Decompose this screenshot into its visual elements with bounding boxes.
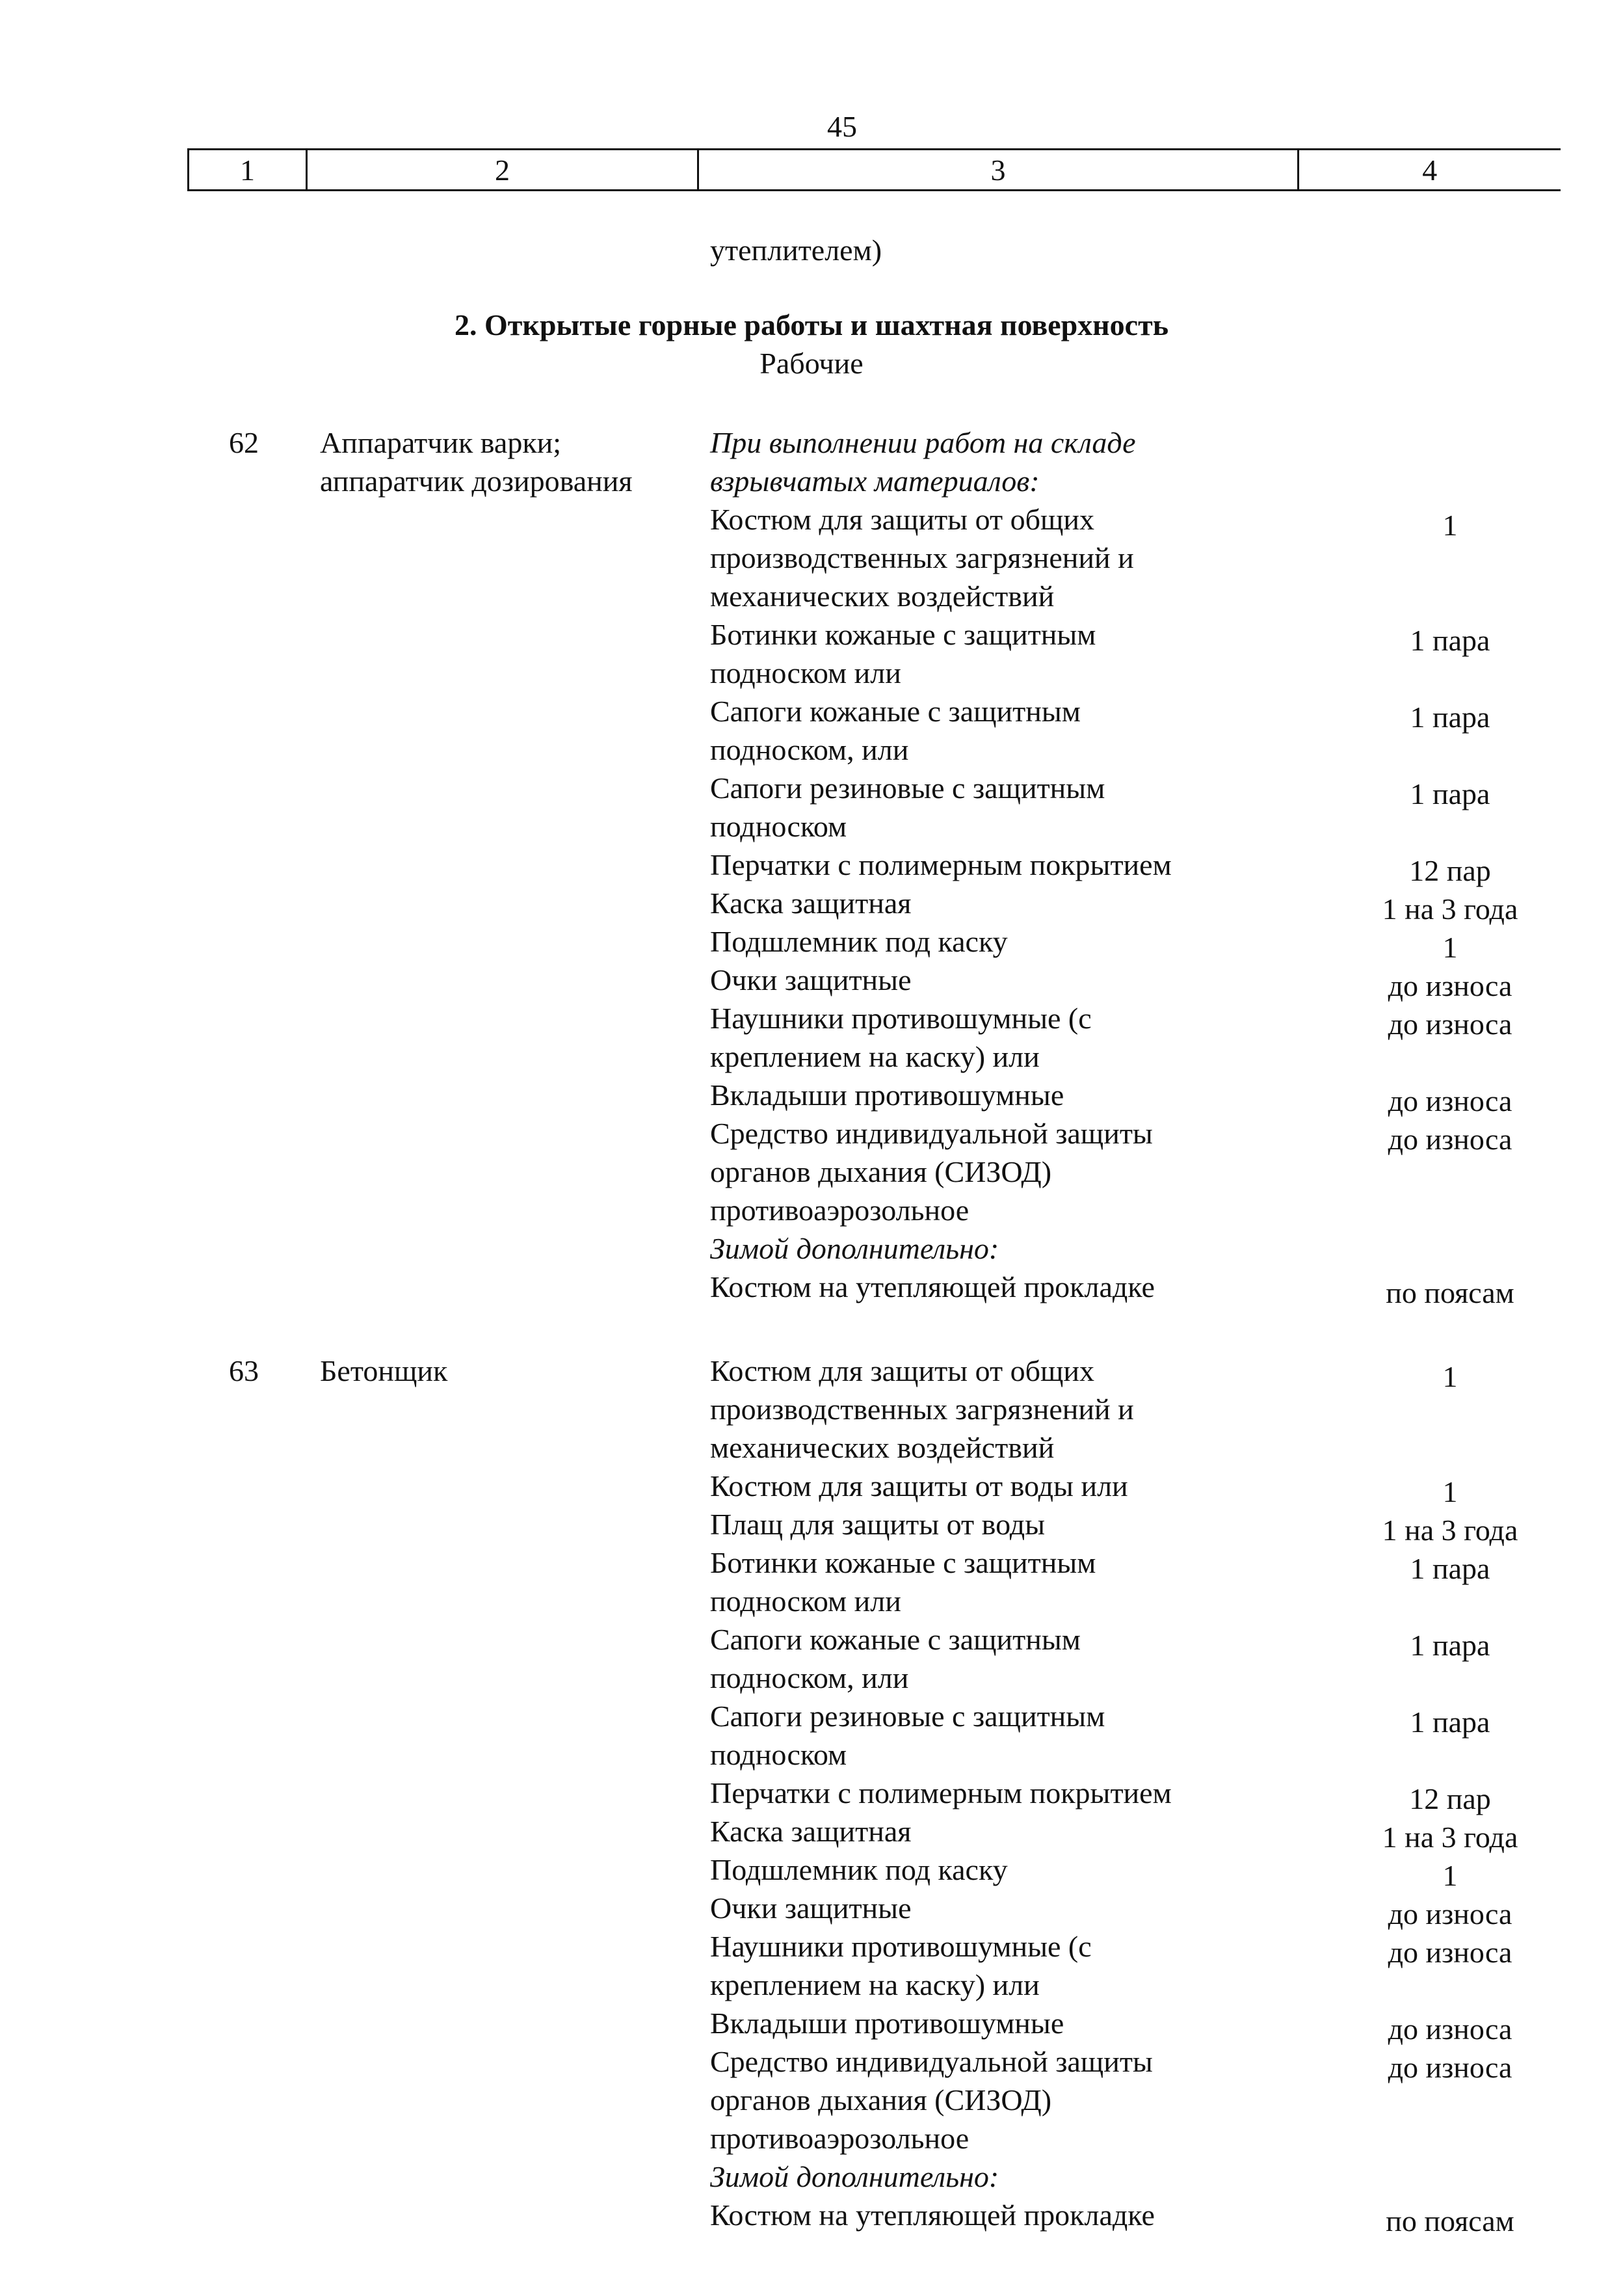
entry-63-number: 63 <box>229 1354 259 1387</box>
entry-63-item-11-qty: до износа <box>1388 1936 1512 1969</box>
entry-62-item-2-line-1: Ботинки кожаные с защитным <box>710 618 1096 651</box>
entry-63-item-7: Перчатки с полимерным покрытием <box>710 1776 1172 1809</box>
entry-63-item-9-qty: 1 <box>1442 1859 1458 1892</box>
column-header-3: 3 <box>698 150 1299 191</box>
entry-63-item-5-qty: 1 пара <box>1410 1629 1490 1662</box>
entry-63-item-10-qty: до износа <box>1388 1897 1512 1930</box>
entry-63-item-6-line-2: подноском <box>710 1738 847 1771</box>
entry-62-item-4-qty: 1 пара <box>1410 777 1490 810</box>
entry-63-item-12: Вкладыши противошумные <box>710 2007 1064 2040</box>
entry-63-item-13-line-3: противоаэрозольное <box>710 2122 970 2155</box>
entry-63-item-13-line-2: органов дыхания (СИЗОД) <box>710 2083 1052 2116</box>
entry-62-item-9-line-1: Наушники противошумные (с <box>710 1002 1092 1035</box>
entry-63-item-11-line-1: Наушники противошумные (с <box>710 1930 1092 1963</box>
entry-62-item-1-line-3: механических воздействий <box>710 580 1055 613</box>
column-header-1: 1 <box>189 150 307 191</box>
entry-62-item-5: Перчатки с полимерным покрытием <box>710 848 1172 881</box>
entry-63-item-5-line-1: Сапоги кожаные с защитным <box>710 1623 1081 1656</box>
entry-63-winter-item-qty: по поясам <box>1386 2204 1514 2237</box>
column-header-2: 2 <box>307 150 698 191</box>
entry-63-item-3: Плащ для защиты от воды <box>710 1508 1046 1541</box>
entry-63-item-9: Подшлемник под каску <box>710 1853 1008 1886</box>
page-number: 45 <box>827 110 857 143</box>
entry-63-item-4-qty: 1 пара <box>1410 1552 1490 1585</box>
section-subtitle: Рабочие <box>759 347 864 380</box>
entry-62-item-3-qty: 1 пара <box>1410 701 1490 734</box>
column-header-4: 4 <box>1299 150 1561 191</box>
entry-62-item-10: Вкладыши противошумные <box>710 1078 1064 1112</box>
entry-63-profession: Бетонщик <box>320 1354 448 1387</box>
entry-63-winter-label: Зимой дополнительно: <box>710 2160 999 2193</box>
entry-63-item-4-line-1: Ботинки кожаные с защитным <box>710 1546 1096 1579</box>
entry-63-item-3-qty: 1 на 3 года <box>1382 1514 1518 1547</box>
entry-62-item-11-line-1: Средство индивидуальной защиты <box>710 1117 1153 1150</box>
entry-63-item-11-line-2: креплением на каску) или <box>710 1968 1040 2001</box>
entry-62-condition-line-2: взрывчатых материалов: <box>710 464 1040 498</box>
entry-63-item-6-line-1: Сапоги резиновые с защитным <box>710 1700 1105 1733</box>
entry-63-item-6-qty: 1 пара <box>1410 1705 1490 1739</box>
entry-63-item-5-line-2: подноском, или <box>710 1661 909 1694</box>
entry-62-item-1-qty: 1 <box>1442 509 1458 542</box>
entry-62-item-4-line-1: Сапоги резиновые с защитным <box>710 771 1105 805</box>
entry-63-item-12-qty: до износа <box>1388 2012 1512 2046</box>
continuation-text: утеплителем) <box>710 234 882 267</box>
entry-63-item-1-line-2: производственных загрязнений и <box>710 1393 1134 1426</box>
entry-62-item-2-line-2: подноском или <box>710 656 901 689</box>
entry-62-item-11-line-3: противоаэрозольное <box>710 1194 970 1227</box>
entry-62-winter-item-qty: по поясам <box>1386 1276 1514 1309</box>
entry-62-winter-item: Костюм на утепляющей прокладке <box>710 1270 1155 1303</box>
entry-62-item-11-qty: до износа <box>1388 1123 1512 1156</box>
entry-62-condition-line-1: При выполнении работ на складе <box>710 426 1136 459</box>
entry-62-item-7: Подшлемник под каску <box>710 925 1008 958</box>
entry-63-item-4-line-2: подноском или <box>710 1584 901 1618</box>
entry-62-item-5-qty: 12 пар <box>1409 854 1491 887</box>
section-title: 2. Открытые горные работы и шахтная поверхность <box>454 308 1169 341</box>
entry-63-item-8-qty: 1 на 3 года <box>1382 1821 1518 1854</box>
entry-62-profession-line-1: Аппаратчик варки; <box>320 426 562 459</box>
entry-62-item-3-line-2: подноском, или <box>710 733 909 766</box>
entry-62-item-6: Каска защитная <box>710 887 912 920</box>
entry-62-item-7-qty: 1 <box>1442 931 1458 964</box>
entry-63-item-1-line-1: Костюм для защиты от общих <box>710 1354 1095 1387</box>
entry-62-item-1-line-2: производственных загрязнений и <box>710 541 1134 574</box>
entry-63-item-1-qty: 1 <box>1442 1360 1458 1393</box>
entry-62-item-8: Очки защитные <box>710 963 912 996</box>
entry-63-item-7-qty: 12 пар <box>1409 1782 1491 1815</box>
entry-63-item-8: Каска защитная <box>710 1815 912 1848</box>
entry-63-winter-item: Костюм на утепляющей прокладке <box>710 2198 1155 2232</box>
entry-62-profession-line-2: аппаратчик дозирования <box>320 464 633 498</box>
entry-62-item-9-line-2: креплением на каску) или <box>710 1040 1040 1073</box>
entry-63-item-10: Очки защитные <box>710 1891 912 1925</box>
entry-62-item-3-line-1: Сапоги кожаные с защитным <box>710 695 1081 728</box>
entry-62-item-1-line-1: Костюм для защиты от общих <box>710 503 1095 536</box>
entry-62-item-4-line-2: подноском <box>710 810 847 843</box>
column-header-table <box>187 148 1561 191</box>
entry-63-item-13-qty: до износа <box>1388 2051 1512 2084</box>
entry-63-item-2-qty: 1 <box>1442 1475 1458 1508</box>
entry-62-number: 62 <box>229 426 259 459</box>
entry-62-item-8-qty: до износа <box>1388 969 1512 1002</box>
entry-62-item-10-qty: до износа <box>1388 1084 1512 1117</box>
entry-62-item-6-qty: 1 на 3 года <box>1382 892 1518 926</box>
entry-62-item-2-qty: 1 пара <box>1410 624 1490 657</box>
entry-62-winter-label: Зимой дополнительно: <box>710 1232 999 1265</box>
entry-62-item-9-qty: до износа <box>1388 1008 1512 1041</box>
entry-63-item-13-line-1: Средство индивидуальной защиты <box>710 2045 1153 2078</box>
entry-63-item-1-line-3: механических воздействий <box>710 1431 1055 1464</box>
entry-63-item-2: Костюм для защиты от воды или <box>710 1469 1128 1502</box>
entry-62-item-11-line-2: органов дыхания (СИЗОД) <box>710 1155 1052 1188</box>
